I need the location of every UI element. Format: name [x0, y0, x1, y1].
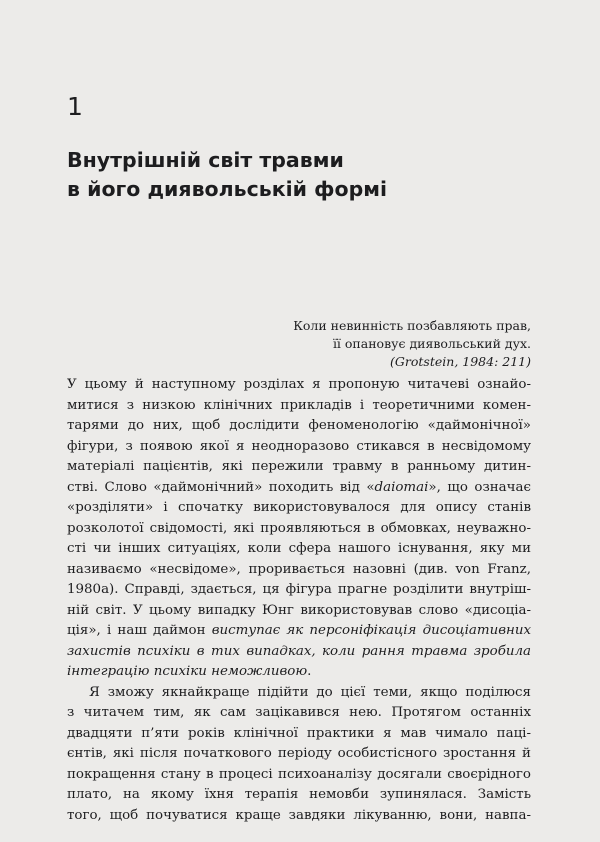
text-line — [67, 396, 531, 417]
text-line — [67, 519, 531, 540]
text-segment: «розділяти» і спочатку використовувалося для опису станів — [67, 500, 531, 515]
text-segment: », що означає — [428, 479, 531, 495]
chapter-title-line: Внутрішній світ травми — [67, 148, 344, 172]
italic-text: інтеграцію психіки неможливою — [67, 664, 308, 679]
epigraph-line: Коли невинність позбавляють прав, — [293, 318, 531, 333]
text-line — [67, 806, 531, 827]
italic-text: захистів психіки в тих випадках, коли рання травма зробила — [67, 643, 531, 659]
text-segment: ція», і наш даймон — [67, 623, 212, 638]
text-line — [67, 621, 531, 642]
text-line — [67, 703, 531, 724]
epigraph — [293, 317, 531, 371]
text-segment: . — [307, 664, 312, 679]
text-segment: фігури, з появою якої я неодноразово стикався в несвідомому — [67, 438, 531, 454]
text-line — [67, 642, 531, 663]
text-segment: сті чи інших ситуаціях, коли сфера нашого існування, яку ми — [67, 541, 531, 556]
chapter-title — [67, 146, 387, 204]
text-segment: з читачем тим, як сам зацікавився нею. Протягом останніх — [67, 705, 531, 720]
chapter-number: 1 — [67, 92, 83, 121]
chapter-title-line: в його диявольській формі — [67, 177, 388, 201]
text-segment: митися з низкою клінічних прикладів і теоретичними комен- — [67, 397, 531, 413]
text-line — [67, 744, 531, 765]
text-line — [67, 416, 531, 437]
text-segment: називаємо «несвідоме», проривається назовні (див. von Franz, — [67, 561, 531, 577]
text-segment: матеріалі пацієнтів, які пережили травму в ранньому дитин- — [67, 459, 531, 474]
text-segment: покращення стану в процесі психоаналізу досягали своєрідного — [67, 766, 531, 782]
text-line — [67, 437, 531, 458]
text-segment: ній світ. У цьому випадку Юнг використовував слово «дисоціа- — [67, 602, 531, 618]
epigraph-line: її опановує диявольський дух. — [332, 336, 531, 351]
text-segment: двадцяти п’яти років клінічної практики я мав чимало паці- — [67, 725, 531, 741]
body-text — [67, 375, 531, 826]
text-line — [67, 457, 531, 478]
text-line — [67, 683, 531, 704]
text-line — [67, 662, 531, 683]
text-segment: тарями до них, щоб дослідити феноменологію «даймонічної» — [67, 418, 531, 433]
text-line — [67, 580, 531, 601]
text-line — [67, 539, 531, 560]
text-segment: єнтів, які після початкового періоду особистісного зростання й — [67, 746, 531, 761]
text-line — [67, 785, 531, 806]
text-segment: Я зможу якнайкраще підійти до цієї теми, якщо поділюся — [89, 684, 531, 700]
italic-text: виступає як персоніфікація дисоціативних — [211, 623, 531, 638]
text-segment: плато, на якому їхня терапія немовби зупинялася. Замість — [67, 787, 531, 802]
text-line — [67, 601, 531, 622]
text-segment: У цьому й наступному розділах я пропоную читачеві ознайо- — [67, 377, 531, 392]
text-segment: того, щоб почуватися краще завдяки лікуванню, вони, навпа- — [67, 807, 531, 823]
text-segment: 1980a). Справді, здається, ця фігура прагне розділити внутріш- — [67, 582, 531, 597]
text-line — [67, 478, 531, 499]
text-line — [67, 724, 531, 745]
text-line — [67, 375, 531, 396]
epigraph-citation: (Grotstein, 1984: 211) — [390, 354, 531, 369]
text-line — [67, 498, 531, 519]
text-line — [67, 765, 531, 786]
text-line — [67, 560, 531, 581]
text-segment: стві. Слово «даймонічний» походить від « — [67, 479, 375, 495]
text-segment: розколотої свідомості, які проявляються в обмовках, неуважно- — [67, 520, 531, 536]
italic-term: daiomai — [374, 479, 429, 495]
